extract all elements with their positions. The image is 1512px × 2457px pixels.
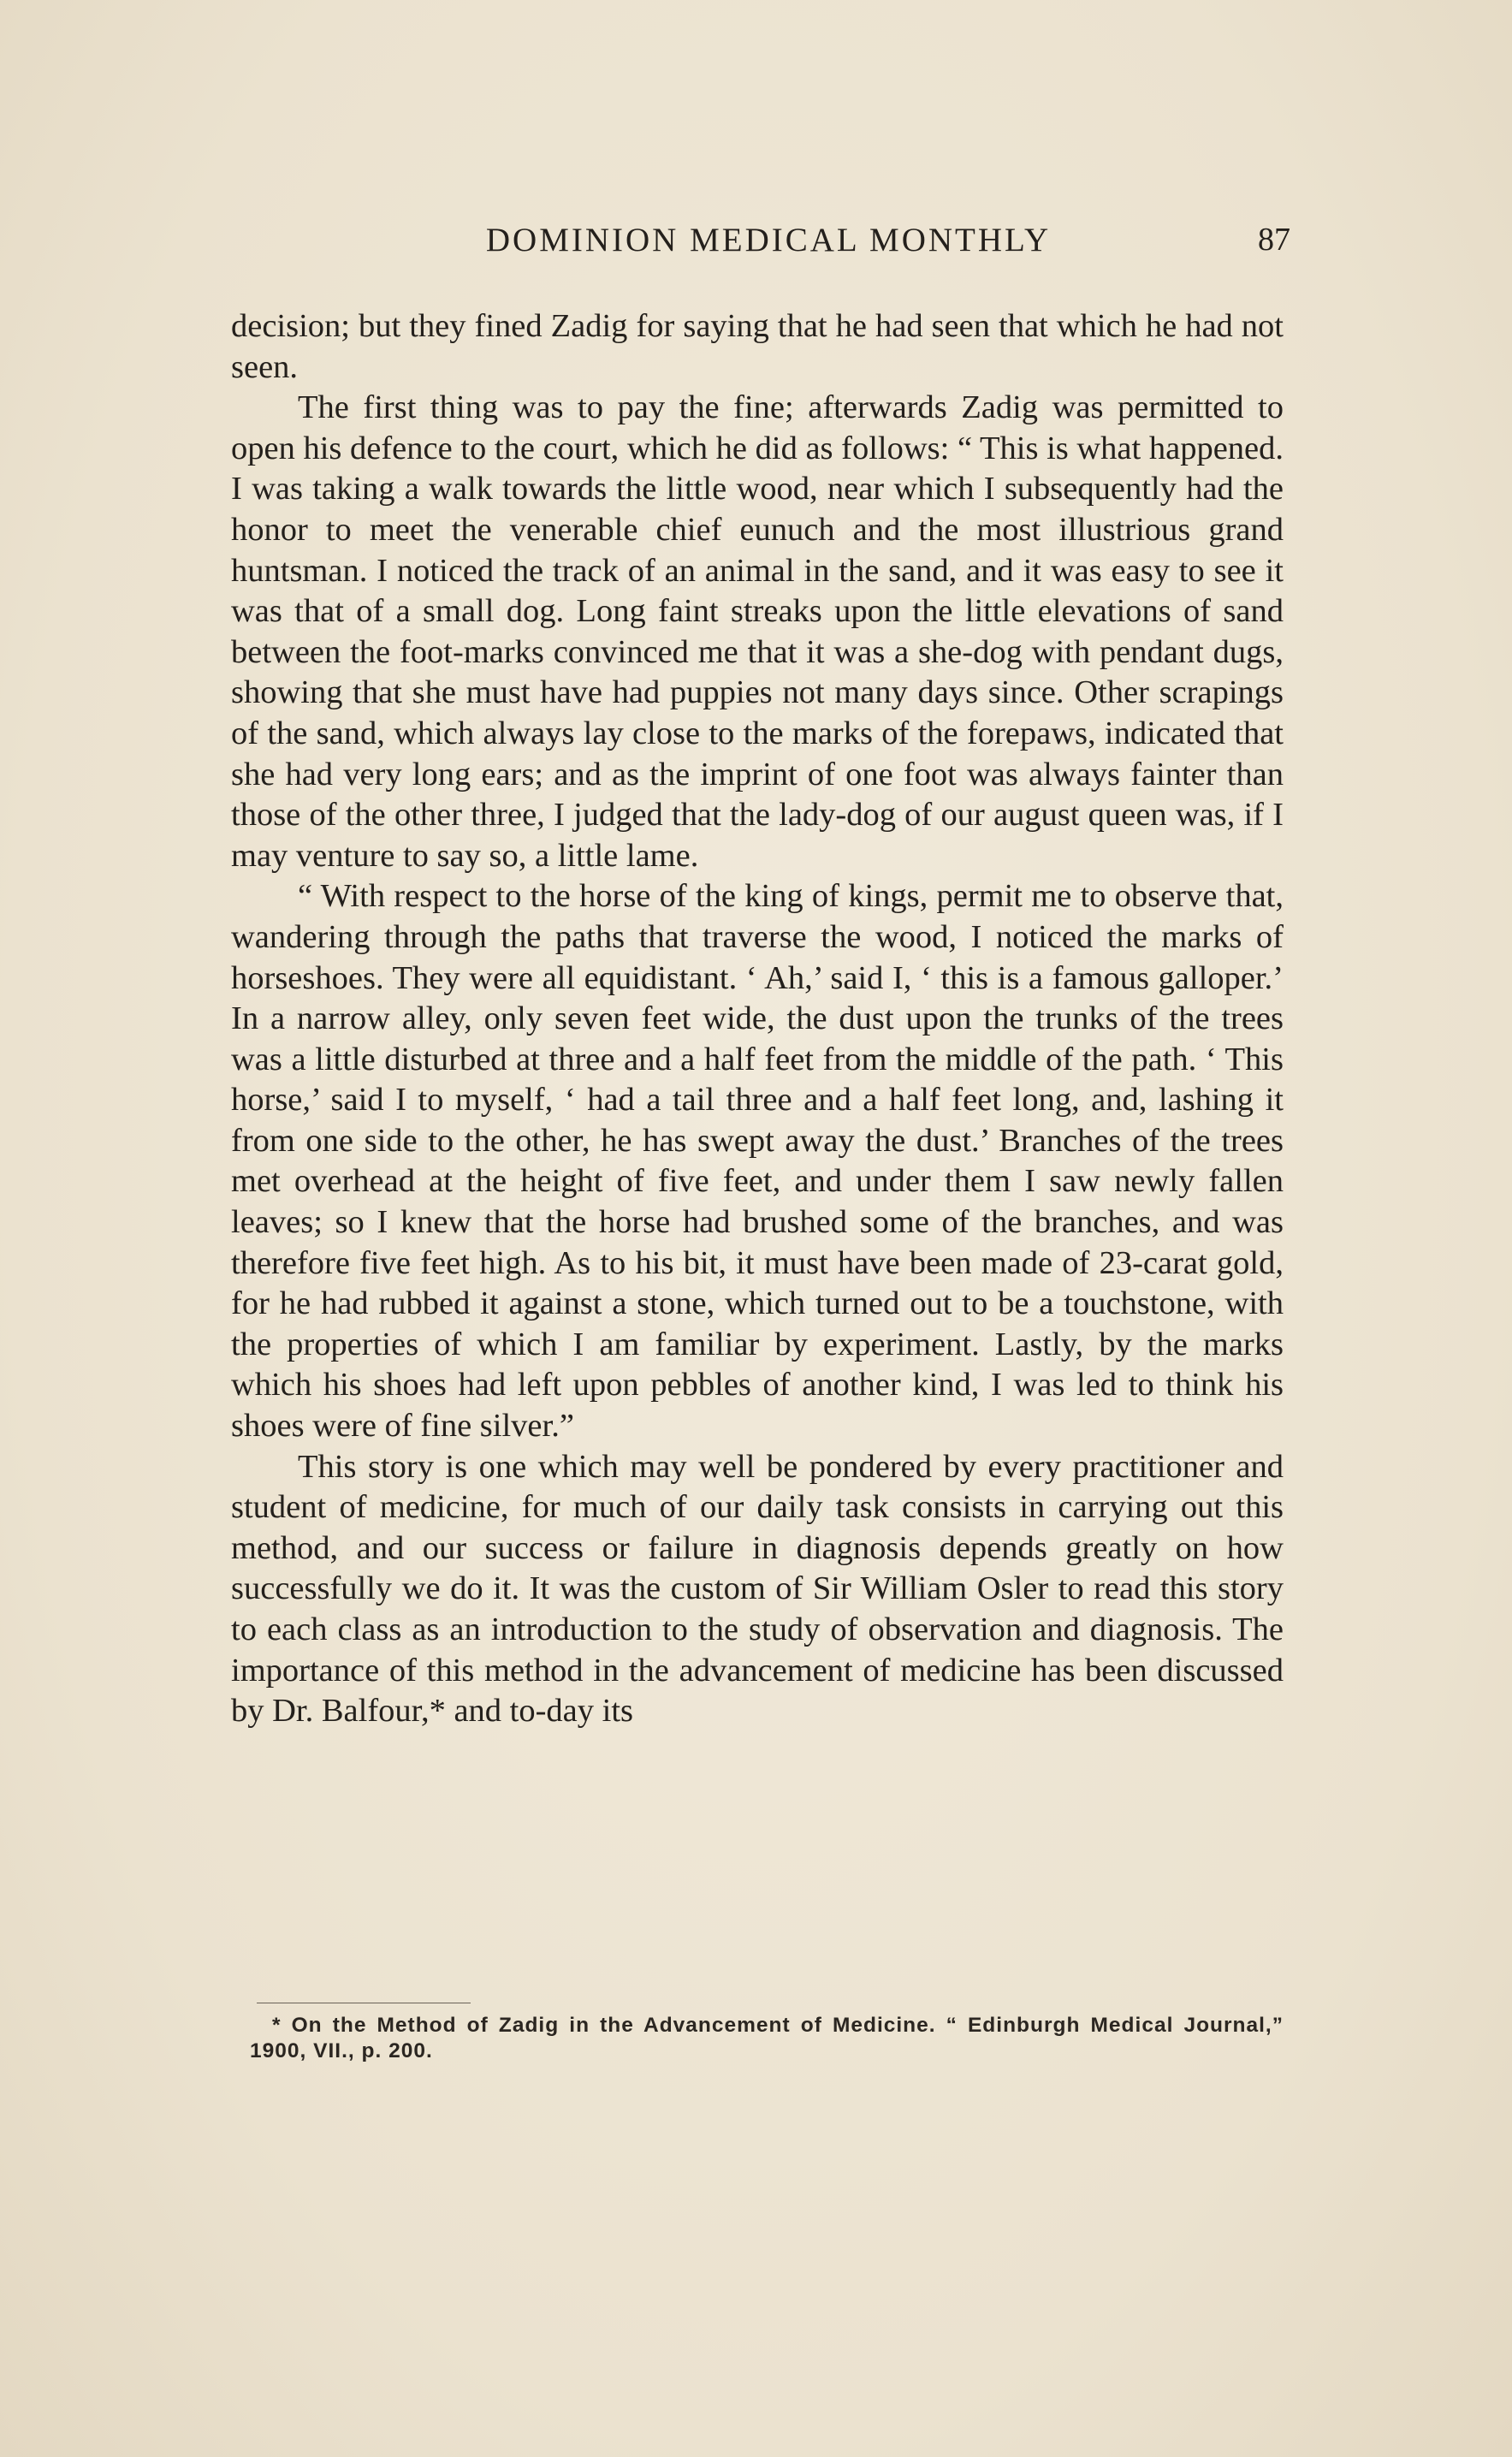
paragraph-continuation: decision; but they fined Zadig for saying that he had seen that which he had not seen. — [231, 308, 1284, 385]
paragraph-horse: “ With respect to the horse of the king of kings, permit me to observe that, wandering through the paths that traverse the wood, I noticed the marks of horseshoes. They were all equidistant. ‘ Ah,’ said I, ‘ this is a famous galloper.’ In a narrow alley, only seven feet wide, the dust upon the trunks of the trees was a little disturbed at three and a half feet from the middle of the path. ‘ This horse,’ said I to myself, ‘ had a tail three and a half feet long, and, lashing it from one side to the other, he has swept away the dust.’ Branches of the trees met overhead at the height of five feet, and under them I saw newly fallen leaves; so I knew that the horse had brushed some of the branches, and was therefore five feet high. As to his bit, it must have been made of 23-carat gold, for he had rubbed it against a stone, which turned out to be a touchstone, with the properties of which I am familiar by experiment. Lastly, by the marks which his shoes had left upon pebbles of another kind, I was led to think his shoes were of fine silver.” — [231, 878, 1284, 1445]
paragraph-osler: This story is one which may well be pondered by every practitioner and student of medicine, for much of our daily task consists in carrying out this method, and our success or failure in diagnosis depends greatly on how successfully we do it. It was the custom of Sir William Osler to read this story to each class as an introduction to the study of observation and diagnosis. The importance of this method in the advancement of medicine has been discussed by Dr. Balfour,* and to-day its — [231, 1448, 1284, 1730]
footnote: * On the Method of Zadig in the Advancement of Medicine. “ Edinburgh Medical Journal,” 1900, VII., p. 200. — [250, 2014, 1284, 2062]
body-text — [231, 306, 1284, 1732]
paragraph-zadig-defence: The first thing was to pay the fine; afterwards Zadig was permitted to open his defence to the court, which he did as follows: “ This is what happened. I was taking a walk towards the little wood, near which I subsequently had the honor to meet the venerable chief eunuch and the most illustrious grand huntsman. I noticed the track of an animal in the sand, and it was easy to see it was that of a small dog. Long faint streaks upon the little elevations of sand between the foot-marks convinced me that it was a she-dog with pendant dugs, showing that she must have had puppies not many days since. Other scrapings of the sand, which always lay close to the marks of the forepaws, indicated that she had very long ears; and as the imprint of one foot was always fainter than those of the other three, I judged that the lady-dog of our august queen was, if I may venture to say so, a little lame. — [231, 389, 1284, 874]
page-number: 87 — [1258, 222, 1290, 258]
page-header — [246, 221, 1290, 272]
running-title: DOMINION MEDICAL MONTHLY — [485, 222, 1052, 258]
